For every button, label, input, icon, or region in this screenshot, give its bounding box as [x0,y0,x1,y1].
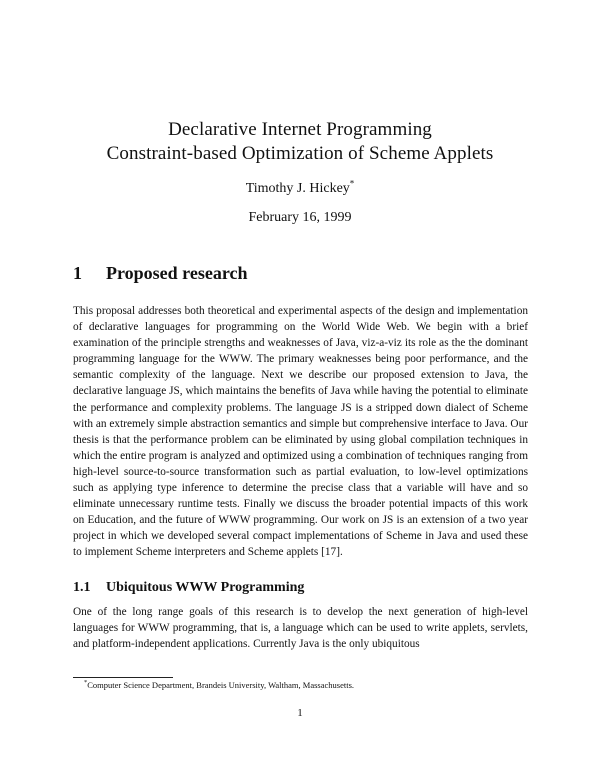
subsection-number: 1.1 [73,580,91,595]
author-text: Timothy J. Hickey [245,181,350,196]
subsection-title: Ubiquitous WWW Programming [106,580,305,595]
section-paragraph: This proposal addresses both theoretical and experimental aspects of the design and implementation of declarative languages for programming on the World Wide Web. We begin with a brief examination of the principle strengths and weaknesses of Java, viz-a-viz its role as the the dominant programming language for the WWW. The primary weaknesses being poor performance, and the semantic complexity of the language. Next we describe our proposed extension to Java, the declarative language JS, which maintains the benefits of Java while having the potential to eliminate the performance and complexity problems. The language JS is a stripped down dialect of Scheme with an extremely simple abstraction semantics and simple but comprehensive interface to Java. Our thesis is that the performance problem can be eliminated by using global compilation techniques in which the entire program is analyzed and optimized using a combination of techniques ranging from high-level source-to-source transformation such as partial evaluation, to low-level optimizations such as applying type inference to determine the precise class that a variable will have and so eliminate unnecessary runtime tests. Finally we discuss the broader potential impacts of this work on Education, and the future of WWW programming. Our work on JS is an extension of a two year project in which we developed several compact implementations of Scheme in Java and used these to implement Scheme interpreters and Scheme applets [17]. [73,305,528,559]
footnote-text: Computer Science Department, Brandeis University, Waltham, Massachusetts. [87,680,355,690]
section-title: Proposed research [106,263,248,283]
document-title [0,118,600,166]
footnote-divider [73,677,173,678]
author-name [0,180,600,198]
footnote-marker: * [84,679,88,687]
title-line-2: Constraint-based Optimization of Scheme Applets [106,143,494,164]
section-number: 1 [73,263,82,283]
page-number: 1 [297,707,303,719]
section-heading [73,262,248,284]
footnote [84,680,354,691]
subsection-paragraph: One of the long range goals of this research is to develop the next generation of high-level languages for WWW programming, that is, a language which can be used to write applets, servlets, and platform-independent applications. Currently Java is the only ubiquitous [73,606,528,651]
document-date: February 16, 1999 [248,210,352,225]
subsection-heading [73,579,304,597]
title-line-1: Declarative Internet Programming [168,119,432,140]
author-footnote-marker: * [349,178,355,189]
